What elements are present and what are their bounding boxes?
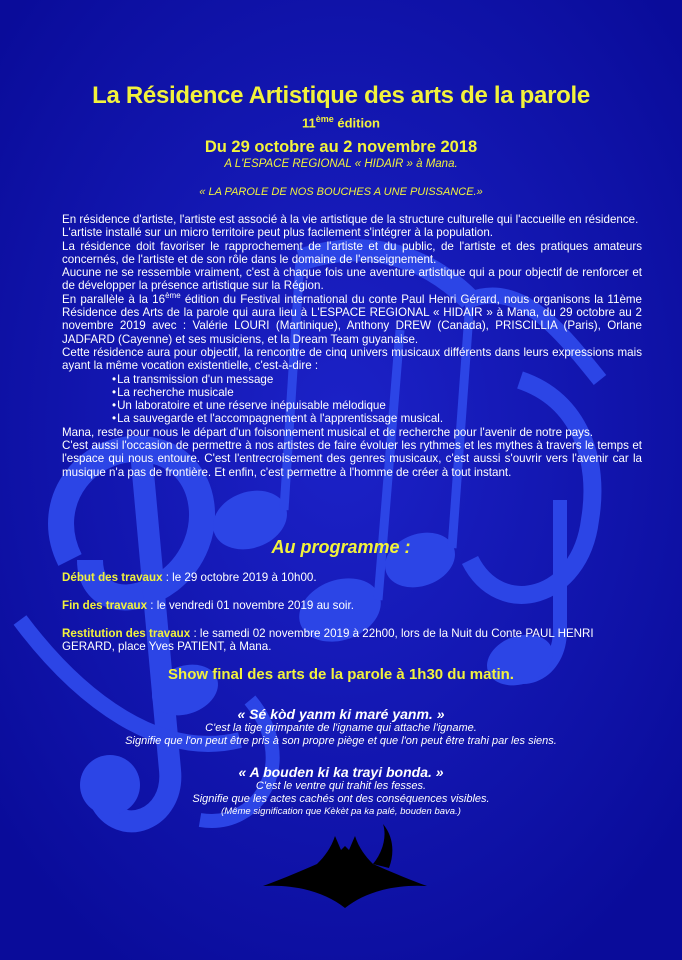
objectives-list xyxy=(62,373,642,426)
paragraph: L'artiste installé sur un micro territoire peut plus facilement s'intégrer à la population. xyxy=(62,226,494,240)
paragraph: Mana, reste pour nous le départ d'un foisonnement musical et de recherche pour l'avenir de notre pays. xyxy=(62,425,593,439)
paragraph: En résidence d'artiste, l'artiste est associé à la vie artistique de la structure culturelle qui l'accueille en résidence. xyxy=(62,213,639,226)
programme-start: Début des travaux : le 29 octobre 2019 à 10h00. xyxy=(62,571,317,584)
edition-label: 11ème édition xyxy=(302,114,380,131)
paragraph: En parallèle à la 16ème édition du Festival international du conte Paul Henri Gérard, nous organisons la 11ème Résidence des Arts de la parole qui aura lieu à L'ESPACE REGIONAL « HIDAIR » à Mana, du 29 octobre au 2 novembre 2019 avec : Valérie LOURI (Martinique), Anthony DREW (Canada), PRISCILLIA (Paris), Orlane JADFARD (Cayenne) et ses musiciens, et la Dream Team guyanaise. xyxy=(62,290,642,346)
body-text xyxy=(62,213,642,479)
paragraph: C'est aussi l'occasion de permettre à nos artistes de faire évoluer les rythmes et les mythes à travers le temps et l'espace qui nous entoure. C'est l'entrecroisement des genres musicaux, c'est aussi s'ouvrir vers l'avenir car la musique n'a pas de frontière. Et enfin, c'est permettre à l'homme de créer à tout instant. xyxy=(62,439,642,479)
saying-title: « A bouden ki ka trayi bonda. » xyxy=(238,764,444,780)
bat-icon xyxy=(255,822,435,922)
page-number: 11 xyxy=(331,888,345,902)
saying-translation: C'est la tige grimpante de l'igname qui attache l'igname. xyxy=(205,722,477,734)
list-item: • La sauvegarde et l'accompagnement à l'apprentissage musical. xyxy=(62,412,642,425)
saying-translation: C'est le ventre qui trahit les fesses. xyxy=(255,780,427,792)
event-venue: A L'ESPACE REGIONAL « HIDAIR » à Mana. xyxy=(224,158,458,170)
list-item: • La transmission d'un message xyxy=(62,373,642,386)
saying-2 xyxy=(0,764,682,818)
motto: « LA PAROLE DE NOS BOUCHES A UNE PUISSANCE.» xyxy=(199,186,483,198)
paragraph: Cette résidence aura pour objectif, la rencontre de cinq univers musicaux différents dans leurs expressions mais ayant la même vocation existentielle, c'est-à-dire : xyxy=(62,345,642,373)
programme-title: Au programme : xyxy=(271,537,411,557)
event-dates: Du 29 octobre au 2 novembre 2018 xyxy=(204,138,478,156)
final-show: Show final des arts de la parole à 1h30 du matin. xyxy=(168,666,514,683)
saying-meaning: Signifie que les actes cachés ont des conséquences visibles. xyxy=(192,793,490,805)
paragraph: Aucune ne se ressemble vraiment, c'est à chaque fois une aventure artistique qui a pour objectif de renforcer et de développer la présence artistique sur la Région. xyxy=(62,266,642,293)
saying-note: (Même signification que Kèkèt pa ka palé, bouden bava.) xyxy=(221,806,461,817)
list-item: • Un laboratoire et une réserve inépuisable mélodique xyxy=(62,399,642,412)
saying-1 xyxy=(0,706,682,748)
paragraph: La résidence doit favoriser le rapprochement de l'artiste et du public, de l'artiste et des pratiques amateurs concernés, de l'artiste et de son rôle dans le domaine de l'enseignement. xyxy=(62,239,642,266)
list-item: • La recherche musicale xyxy=(62,386,642,399)
saying-meaning: Signifie que l'on peut être pris à son propre piège et que l'on peut être trahi par les siens. xyxy=(125,735,557,747)
saying-title: « Sé kòd yanm ki maré yanm. » xyxy=(237,706,445,722)
page-title: La Résidence Artistique des arts de la parole xyxy=(92,82,590,109)
programme-restitution: Restitution des travaux : le samedi 02 novembre 2019 à 22h00, lors de la Nuit du Conte PAUL HENRI GERARD, place Yves PATIENT, à Mana. xyxy=(62,627,594,654)
programme-end: Fin des travaux : le vendredi 01 novembre 2019 au soir. xyxy=(62,599,354,612)
